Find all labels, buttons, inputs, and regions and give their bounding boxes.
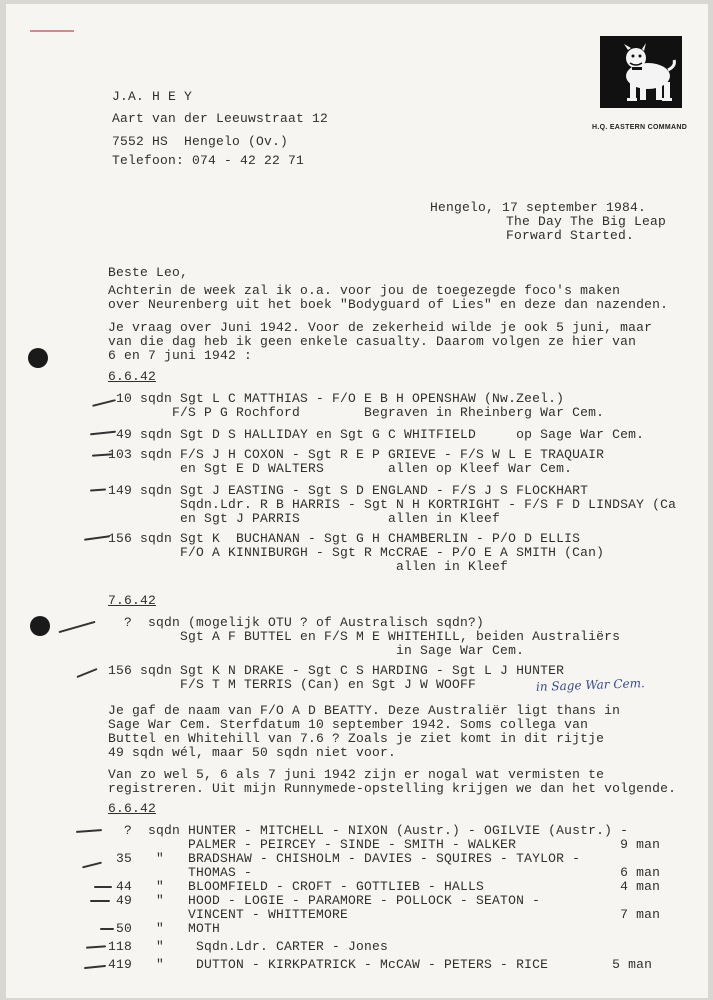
salutation: Beste Leo, <box>108 265 189 280</box>
body-line: Sage War Cem. Sterfdatum 10 september 1942. Soms collega van <box>108 717 589 732</box>
handwritten-note: in Sage War Cem. <box>535 676 646 694</box>
entry-line: 103 sqdn F/S J H COXON - Sgt R E P GRIEVE - F/S W L E TRAQUAIR <box>108 447 605 462</box>
body-line: registreren. Uit mijn Runnymede-opstelling krijgen we dan het volgende. <box>108 781 677 796</box>
entry-line: F/O A KINNIBURGH - Sgt R McCRAE - P/O E A SMITH (Can) <box>108 545 605 560</box>
section-date: 7.6.42 <box>108 593 157 608</box>
bulldog-icon <box>600 36 682 108</box>
pencil-tick <box>90 900 110 902</box>
pencil-tick <box>90 488 106 491</box>
intro-line: 6 en 7 juni 1942 : <box>108 348 253 363</box>
bulldog-logo <box>600 36 682 108</box>
pencil-tick <box>84 965 106 969</box>
date-subline-2: Forward Started. <box>506 228 635 243</box>
entry-line: 149 sqdn Sgt J EASTING - Sgt S D ENGLAND - F/S J S FLOCKHART <box>108 483 589 498</box>
entry-line: Sgt A F BUTTEL en F/S M E WHITEHILL, beiden Australiërs <box>108 629 621 644</box>
entry-line: 44 " BLOOMFIELD - CROFT - GOTTLIEB - HALLS 4 man <box>108 879 661 894</box>
letterhead-caption: H.Q. EASTERN COMMAND <box>592 124 688 131</box>
body-line: Van zo wel 5, 6 als 7 juni 1942 zijn er nogal wat vermisten te <box>108 767 605 782</box>
intro-line: over Neurenberg uit het boek "Bodyguard of Lies" en deze dan nazenden. <box>108 297 669 312</box>
entry-line: 49 " HOOD - LOGIE - PARAMORE - POLLOCK - SEATON - <box>108 893 541 908</box>
body-line: Je gaf de naam van F/O A D BEATTY. Deze Australiër ligt thans in <box>108 703 621 718</box>
letter-page <box>6 4 708 998</box>
section-date: 6.6.42 <box>108 369 157 384</box>
entry-line: en Sgt E D WALTERS allen op Kleef War Cem. <box>108 461 573 476</box>
punch-hole <box>28 348 48 368</box>
pencil-tick <box>76 668 97 678</box>
entry-line: ? sqdn HUNTER - MITCHELL - NIXON (Austr.) - OGILVIE (Austr.) - <box>108 823 629 838</box>
entry-line: in Sage War Cem. <box>108 643 525 658</box>
sender-city: 7552 HS Hengelo (Ov.) <box>112 134 289 149</box>
body-line: 49 sqdn wél, maar 50 sqdn niet voor. <box>108 745 397 760</box>
entry-line: en Sgt J PARRIS allen in Kleef <box>108 511 501 526</box>
intro-line: Achterin de week zal ik o.a. voor jou de toegezegde foco's maken <box>108 283 621 298</box>
entry-line: Sqdn.Ldr. R B HARRIS - Sgt N H KORTRIGHT - F/S F D LINDSAY (Ca <box>108 497 677 512</box>
pencil-tick <box>86 945 106 948</box>
intro-line: van die dag heb ik geen enkele casualty. Daarom volgen ze hier van <box>108 334 637 349</box>
date-subline-1: The Day The Big Leap <box>506 214 667 229</box>
entry-line: allen in Kleef <box>108 559 509 574</box>
entry-line: 156 sqdn Sgt K BUCHANAN - Sgt G H CHAMBERLIN - P/O D ELLIS <box>108 531 581 546</box>
pencil-tick <box>76 829 102 833</box>
sender-name: J.A. H E Y <box>112 89 193 104</box>
sender-street: Aart van der Leeuwstraat 12 <box>112 111 329 126</box>
entry-line: 35 " BRADSHAW - CHISHOLM - DAVIES - SQUIRES - TAYLOR - <box>108 851 581 866</box>
section-date: 6.6.42 <box>108 801 157 816</box>
pencil-tick <box>84 535 110 541</box>
entry-line: F/S T M TERRIS (Can) en Sgt J W WOOFF <box>108 677 477 692</box>
entry-line: 156 sqdn Sgt K N DRAKE - Sgt C S HARDING - Sgt L J HUNTER <box>108 663 565 678</box>
entry-line: VINCENT - WHITTEMORE 7 man <box>108 907 661 922</box>
entry-line: 419 " DUTTON - KIRKPATRICK - McCAW - PETERS - RICE 5 man <box>108 957 653 972</box>
entry-line: 118 " Sqdn.Ldr. CARTER - Jones <box>108 939 389 954</box>
body-line: Buttel en Whitehill van 7.6 ? Zoals je ziet komt in dit rijtje <box>108 731 605 746</box>
intro-line: Je vraag over Juni 1942. Voor de zekerheid wilde je ook 5 juni, maar <box>108 320 653 335</box>
entry-line: 10 sqdn Sgt L C MATTHIAS - F/O E B H OPENSHAW (Nw.Zeel.) <box>108 391 565 406</box>
pencil-tick <box>82 862 102 869</box>
entry-line: THOMAS - 6 man <box>108 865 661 880</box>
entry-line: 49 sqdn Sgt D S HALLIDAY en Sgt G C WHITFIELD op Sage War Cem. <box>108 427 645 442</box>
entry-line: F/S P G Rochford Begraven in Rheinberg War Cem. <box>108 405 605 420</box>
sender-phone: Telefoon: 074 - 42 22 71 <box>112 153 305 168</box>
entry-line: 50 " MOTH <box>108 921 221 936</box>
entry-line: PALMER - PEIRCEY - SINDE - SMITH - WALKER 9 man <box>108 837 661 852</box>
pencil-tick <box>58 621 95 633</box>
corner-pencil-mark <box>30 30 74 32</box>
entry-line: ? sqdn (mogelijk OTU ? of Australisch sqdn?) <box>108 615 485 630</box>
punch-hole <box>30 616 50 636</box>
date-line: Hengelo, 17 september 1984. <box>430 200 647 215</box>
